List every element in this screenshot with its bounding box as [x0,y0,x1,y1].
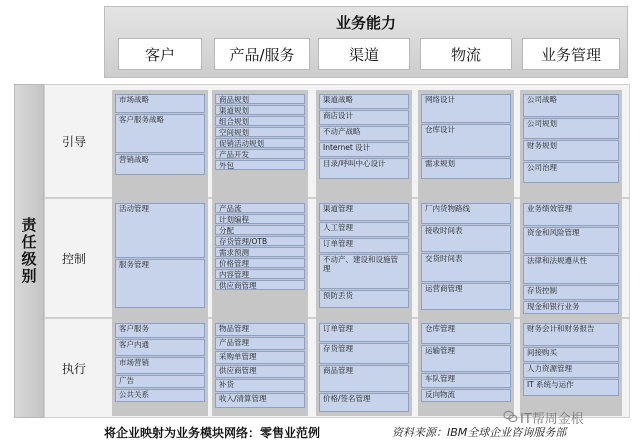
capability-cell: 供应商管理 [215,365,305,378]
capability-cell: 商品规划 [215,94,305,104]
capability-cell: 厂内货物路线 [421,203,511,224]
capability-cell: 收入/清算管理 [215,393,305,408]
capability-cell: 产品开发 [215,149,305,159]
capability-cell: 业务绩效管理 [523,203,619,226]
capability-cell: 现金和银行业务 [523,301,619,314]
capability-cell: 订单管理 [319,238,409,253]
capability-cell: 车队管理 [421,373,511,388]
capability-cell: 公司规划 [523,118,619,139]
capability-cell: 公共关系 [115,389,205,402]
source-note: 资料来源：IBM全球企业咨询服务部 [392,426,567,439]
capability-cell: 市场战略 [115,94,205,113]
capability-cell: 活动管理 [115,203,205,258]
capability-cell: 渠道战略 [319,94,409,109]
capability-cell: 仓库管理 [421,323,511,344]
watermark: IT帮周金根 [520,412,584,427]
capability-product-service: 产品/服务 [214,38,310,70]
capability-cell: 价格/签名管理 [319,393,409,412]
capability-cell: 运输管理 [421,345,511,372]
capability-cell: 运营商管理 [421,283,511,310]
capability-cell: 仓库设计 [421,124,511,157]
capability-cell: IT 系统与运作 [523,379,619,396]
capability-cell: 法律和法规遵从性 [523,255,619,284]
capability-cell: 价格管理 [215,258,305,268]
capability-cell: 不动产战略 [319,126,409,141]
capability-cell: 需求预测 [215,247,305,257]
capability-cell: 资金和风险管理 [523,227,619,254]
capability-customer: 客户 [118,38,202,70]
capability-cell: 市场营销 [115,357,205,374]
capability-cell: 财务规划 [523,140,619,161]
capability-cell: 网络设计 [421,94,511,123]
capability-cell: 客户内通 [115,339,205,356]
capability-cell: 公司治理 [523,162,619,183]
capability-cell: 渠道规划 [215,105,305,115]
capability-cell: 产品管理 [215,337,305,350]
capability-cell: 广告 [115,375,205,388]
capability-cell: 目录/呼叫中心设计 [319,158,409,179]
capability-cell: 间接购买 [523,347,619,362]
capability-cell: 分配 [215,225,305,235]
capability-cell: 采购单管理 [215,351,305,364]
capability-cell: 外包 [215,160,305,170]
capability-cell: 内容管理 [215,269,305,279]
wechat-icon [503,409,518,424]
capability-cell: 不动产、建设和设施管理 [319,254,409,289]
capability-cell: 人力资源管理 [523,363,619,378]
capability-cell: 空间规划 [215,127,305,137]
capability-cell: 服务管理 [115,259,205,308]
level-execute: 执行 [61,361,86,376]
capability-cell: 存货控制 [523,285,619,300]
figure-caption: 将企业映射为业务模块网络：零售业范例 [104,426,321,440]
capability-cell: 渠道管理 [319,203,409,221]
capability-cell: 商品管理 [319,365,409,392]
capability-cell: 存货管理 [319,343,409,364]
capability-cell: 促销活动规划 [215,138,305,148]
capability-cell: 订单管理 [319,323,409,342]
capability-cell: 接收时间表 [421,225,511,252]
capability-cell: 供应商管理 [215,280,305,290]
capability-cell: 反向物流 [421,389,511,402]
capability-cell: 客户服务战略 [115,114,205,153]
capability-cell: 预防丢货 [319,290,409,308]
responsibility-label: 责任级别 [19,217,38,285]
capability-cell: 组合规划 [215,116,305,126]
capability-channel: 渠道 [318,38,410,70]
capability-cell: 营销战略 [115,154,205,175]
capability-cell: 公司战略 [523,94,619,117]
capability-cell: 商店设计 [319,110,409,125]
level-control: 控制 [61,251,86,266]
capability-cell: 需求规划 [421,158,511,179]
capability-cell: 财务会计和财务报告 [523,323,619,346]
capability-cell: 人工管理 [319,222,409,237]
capability-management: 业务管理 [522,38,620,70]
capabilities-title: 业务能力 [335,14,396,32]
capability-logistics: 物流 [420,38,512,70]
capability-cell: 计划编程 [215,214,305,224]
level-guide: 引导 [61,134,86,149]
capability-cell: 补货 [215,379,305,392]
capability-cell: 客户服务 [115,323,205,338]
capability-cell: 物品管理 [215,323,305,336]
capability-cell: 交货时间表 [421,253,511,282]
capability-cell: 产品流 [215,203,305,213]
capability-cell: Internet 设计 [319,142,409,157]
capability-cell: 存货管理/OTB [215,236,305,246]
